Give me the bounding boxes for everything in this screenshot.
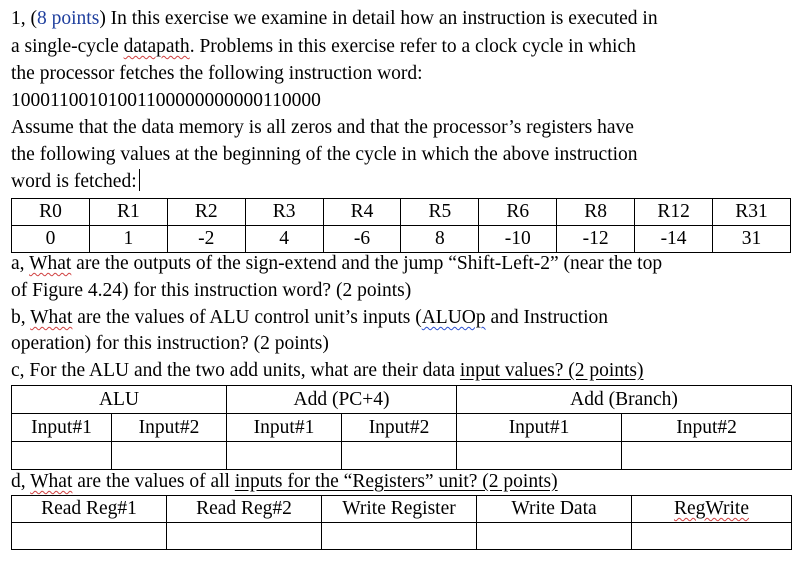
spellcheck-word: What xyxy=(30,471,73,492)
answer-cell[interactable] xyxy=(622,442,792,470)
unit-header-add-pc4: Add (PC+4) xyxy=(227,386,457,414)
answer-cell[interactable] xyxy=(227,442,342,470)
table-row xyxy=(12,386,792,414)
register-name: R5 xyxy=(401,199,479,226)
question-c-line xyxy=(11,358,644,384)
answer-cell[interactable] xyxy=(112,442,227,470)
register-name: R6 xyxy=(479,199,557,226)
register-name: R4 xyxy=(323,199,401,226)
table-row xyxy=(12,442,792,470)
spellcheck-word: What xyxy=(29,253,72,274)
answer-cell[interactable] xyxy=(12,523,167,550)
register-name: R8 xyxy=(557,199,635,226)
text-cursor xyxy=(139,169,140,191)
answer-cell[interactable] xyxy=(457,442,622,470)
question-text: are the values of ALU control unit’s inputs ( xyxy=(72,307,422,328)
read-reg-1-header: Read Reg#1 xyxy=(12,496,167,523)
answer-cell[interactable] xyxy=(477,523,632,550)
register-value: -12 xyxy=(557,226,635,253)
input-header: Input#1 xyxy=(12,414,112,442)
register-name: R0 xyxy=(12,199,90,226)
register-values-table xyxy=(11,198,791,253)
intro-line-3: the processor fetches the following instruction word: xyxy=(11,63,423,84)
register-value: 8 xyxy=(401,226,479,253)
register-name: R2 xyxy=(167,199,245,226)
intro-line-7 xyxy=(11,169,140,195)
answer-cell[interactable] xyxy=(322,523,477,550)
question-label: b, xyxy=(11,307,31,328)
question-number: 1, ( xyxy=(11,8,37,29)
intro-line-5: Assume that the data memory is all zeros and that the processor’s registers have xyxy=(11,117,634,138)
register-value: -10 xyxy=(479,226,557,253)
question-text: are the values of all xyxy=(72,471,235,492)
question-b-line-2: operation) for this instruction? (2 points) xyxy=(11,333,329,354)
intro-text: . Problems in this exercise refer to a clock cycle in which xyxy=(189,36,636,57)
input-header: Input#1 xyxy=(457,414,622,442)
write-data-header: Write Data xyxy=(477,496,632,523)
answer-cell[interactable] xyxy=(167,523,322,550)
answer-cell[interactable] xyxy=(342,442,457,470)
intro-line-2 xyxy=(11,34,636,60)
spellcheck-word: What xyxy=(30,307,73,328)
register-name: R12 xyxy=(635,199,713,226)
register-value: 4 xyxy=(245,226,323,253)
table-row xyxy=(12,496,792,523)
question-text: input values? (2 points) xyxy=(459,360,644,381)
table-row xyxy=(12,199,791,226)
answer-cell[interactable] xyxy=(632,523,792,550)
question-label: a, xyxy=(11,253,30,274)
input-header: Input#2 xyxy=(342,414,457,442)
register-value: 31 xyxy=(713,226,791,253)
register-name: R31 xyxy=(713,199,791,226)
question-a-line-2: of Figure 4.24) for this instruction word? (2 points) xyxy=(11,280,412,301)
table-row xyxy=(12,414,792,442)
input-header: Input#1 xyxy=(227,414,342,442)
write-register-header: Write Register xyxy=(322,496,477,523)
spellcheck-word: RegWrite xyxy=(673,498,750,519)
points-label: 8 points xyxy=(37,8,100,29)
question-a-line-1 xyxy=(11,251,662,277)
intro-line-1 xyxy=(11,6,658,32)
instruction-word: 10001100101001100000000000110000 xyxy=(11,90,321,111)
registers-unit-table xyxy=(11,495,792,550)
question-text: c, For the ALU and the two add units, what are their data xyxy=(11,360,460,381)
answer-cell[interactable] xyxy=(12,442,112,470)
register-name: R3 xyxy=(245,199,323,226)
question-d-line xyxy=(11,469,558,495)
question-label: d, xyxy=(11,471,31,492)
unit-header-add-branch: Add (Branch) xyxy=(457,386,792,414)
register-name: R1 xyxy=(89,199,167,226)
intro-text: word is fetched: xyxy=(11,171,137,192)
question-text: are the outputs of the sign-extend and the jump “Shift-Left-2” (near the top xyxy=(71,253,663,274)
intro-text: ) In this exercise we examine in detail how an instruction is executed in xyxy=(99,8,658,29)
intro-text: a single-cycle xyxy=(11,36,124,57)
input-header: Input#2 xyxy=(622,414,792,442)
table-row xyxy=(12,226,791,253)
regwrite-header xyxy=(632,496,792,523)
spellcheck-word: ALUOp xyxy=(421,307,486,328)
register-value: -2 xyxy=(167,226,245,253)
register-value: -6 xyxy=(323,226,401,253)
question-text: inputs for the “Registers” unit? (2 points) xyxy=(234,471,558,492)
question-text: and Instruction xyxy=(485,307,609,328)
units-input-table xyxy=(11,385,792,470)
read-reg-2-header: Read Reg#2 xyxy=(167,496,322,523)
unit-header-alu: ALU xyxy=(12,386,227,414)
register-value: 0 xyxy=(12,226,90,253)
register-value: 1 xyxy=(89,226,167,253)
spellcheck-word: datapath xyxy=(123,36,190,57)
register-value: -14 xyxy=(635,226,713,253)
input-header: Input#2 xyxy=(112,414,227,442)
question-b-line-1 xyxy=(11,305,608,331)
table-row xyxy=(12,523,792,550)
intro-line-6: the following values at the beginning of the cycle in which the above instruction xyxy=(11,144,638,165)
